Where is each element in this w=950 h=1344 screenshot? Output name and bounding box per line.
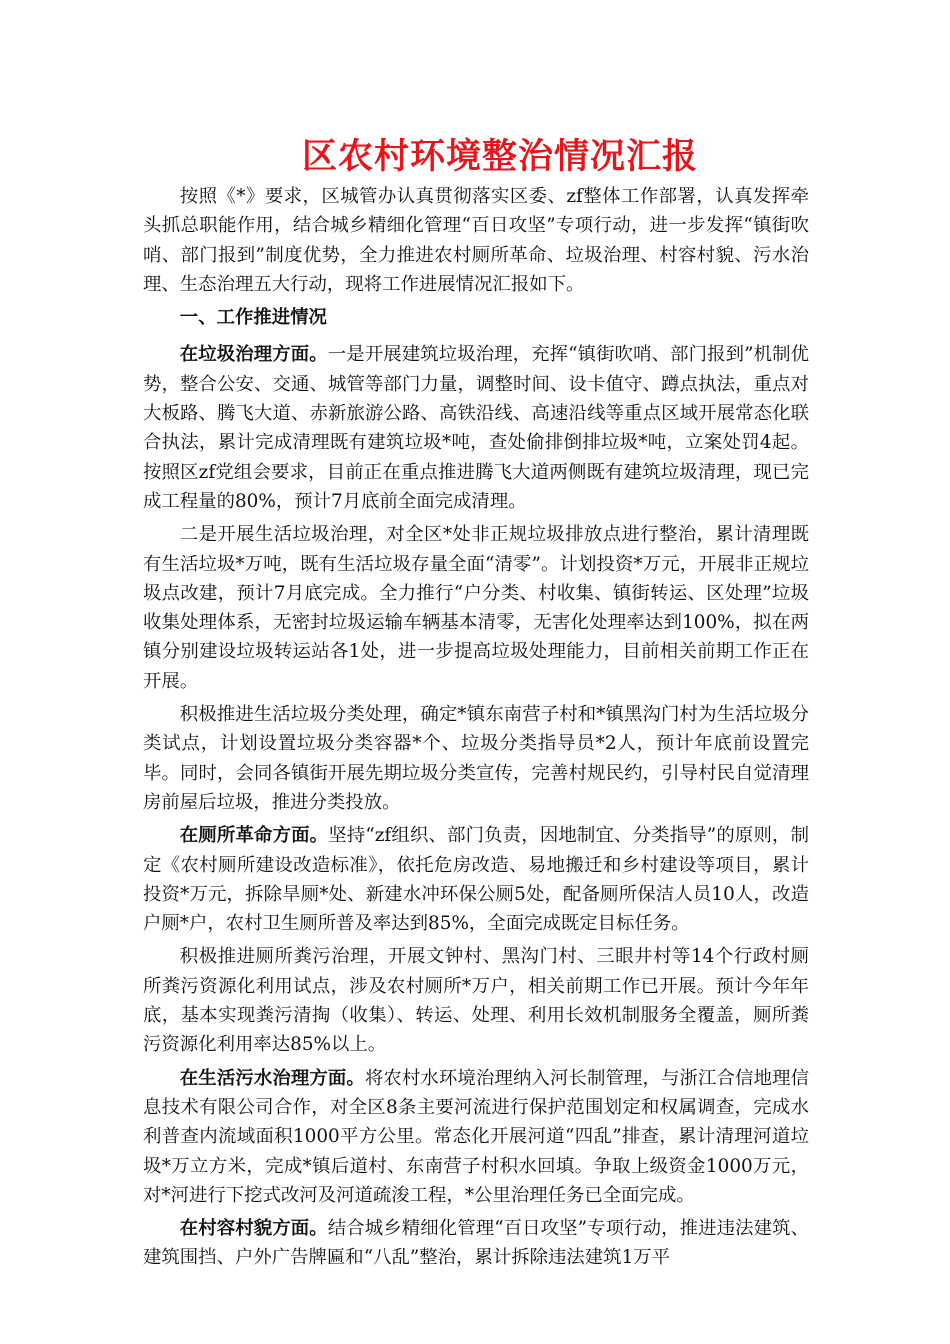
village-lead: 在村容村貌方面。 [179, 1218, 328, 1240]
sewage-paragraph [143, 1064, 809, 1210]
garbage-paragraph-1 [143, 340, 809, 516]
garbage-text-1: 一是开展建筑垃圾治理，充挥“镇街吹哨、部门报到”机制优势，整合公安、交通、城管等部门力量，调整时间、设卡值守、蹲点执法，重点对大板路、腾飞大道、赤新旅游公路、高铁沿线、高速沿线等重点区域开展常态化联合执法，累计完成清理既有建筑垃圾*吨，查处偷排倒排垃圾*吨，立案处罚4起。按照区zf党组会要求，目前正在重点推进腾飞大道两侧既有建筑垃圾清理，现已完成工程量的80%，预计7月底前全面完成清理。 [143, 344, 809, 512]
village-paragraph [143, 1214, 809, 1273]
sewage-text: 将农村水环境治理纳入河长制管理，与浙江合信地理信息技术有限公司合作，对全区8条主要河流进行保护范围划定和权属调查，完成水利普查内流域面积1000平方公里。常态化开展河道“四乱”排查，累计清理河道垃圾*万立方米，完成*镇后道村、东南营子村积水回填。争取上级资金1000万元，对*河进行下挖式改河及河道疏浚工程，*公里治理任务已全面完成。 [143, 1067, 809, 1206]
toilet-paragraph-2: 积极推进厕所粪污治理，开展文钟村、黑沟门村、三眼井村等14个行政村厕所粪污资源化利用试点，涉及农村厕所*万户，相关前期工作已开展。预计今年年底，基本实现粪污清掏（收集）、转运、处理、利用长效机制服务全覆盖，厕所粪污资源化利用率达85%以上。 [143, 946, 809, 1056]
garbage-paragraph-3: 积极推进生活垃圾分类处理，确定*镇东南营子村和*镇黑沟门村为生活垃圾分类试点，计划设置垃圾分类容器*个、垃圾分类指导员*2人，预计年底前设置完毕。同时，会同各镇街开展先期垃圾分类宣传，完善村规民约，引导村民自觉清理房前屋后垃圾，推进分类投放。 [143, 704, 809, 813]
document-title: 区农村环境整治情况汇报 [301, 136, 698, 177]
intro-paragraph: 按照《*》要求，区城管办认真贯彻落实区委、zf整体工作部署，认真发挥牵头抓总职能作用，结合城乡精细化管理“百日攻坚”专项行动，进一步发挥“镇街吹哨、部门报到”制度优势，全力推进农村厕所革命、垃圾治理、村容村貌、污水治理、生态治理五大行动，现将工作进展情况汇报如下。 [143, 186, 809, 295]
toilet-lead: 在厕所革命方面。 [179, 825, 329, 847]
village-text: 结合城乡精细化管理“百日攻坚”专项行动，推进违法建筑、建筑围挡、户外广告牌匾和“八乱”整治，累计拆除违法建筑1万平 [143, 1218, 809, 1269]
toilet-text-1: 坚持“zf组织、部门负责，因地制宜、分类指导”的原则，制定《农村厕所建设改造标准》，依托危房改造、易地搬迁和乡村建设等项目，累计投资*万元，拆除旱厕*处、新建水冲环保公厕5处，配备厕所保洁人员10人，改造户厕*户，农村卫生厕所普及率达到85%，全面完成既定目标任务。 [143, 825, 809, 935]
document-body [143, 182, 809, 1277]
section-heading: 一、工作推进情况 [179, 307, 327, 329]
garbage-lead: 在垃圾治理方面。 [179, 344, 328, 366]
garbage-paragraph-2: 二是开展生活垃圾治理，对全区*处非正规垃圾排放点进行整治，累计清理既有生活垃圾*万吨，既有生活垃圾存量全面“清零”。计划投资*万元，开展非正规垃圾点改建，预计7月底完成。全力推行“户分类、村收集、镇街转运、区处理”垃圾收集处理体系，无密封垃圾运输车辆基本清零，无害化处理率达到100%，拟在两镇分别建设垃圾转运站各1处，进一步提高垃圾处理能力，目前相关前期工作正在开展。 [143, 524, 809, 692]
sewage-lead: 在生活污水治理方面。 [179, 1067, 365, 1089]
toilet-paragraph-1 [143, 821, 809, 938]
